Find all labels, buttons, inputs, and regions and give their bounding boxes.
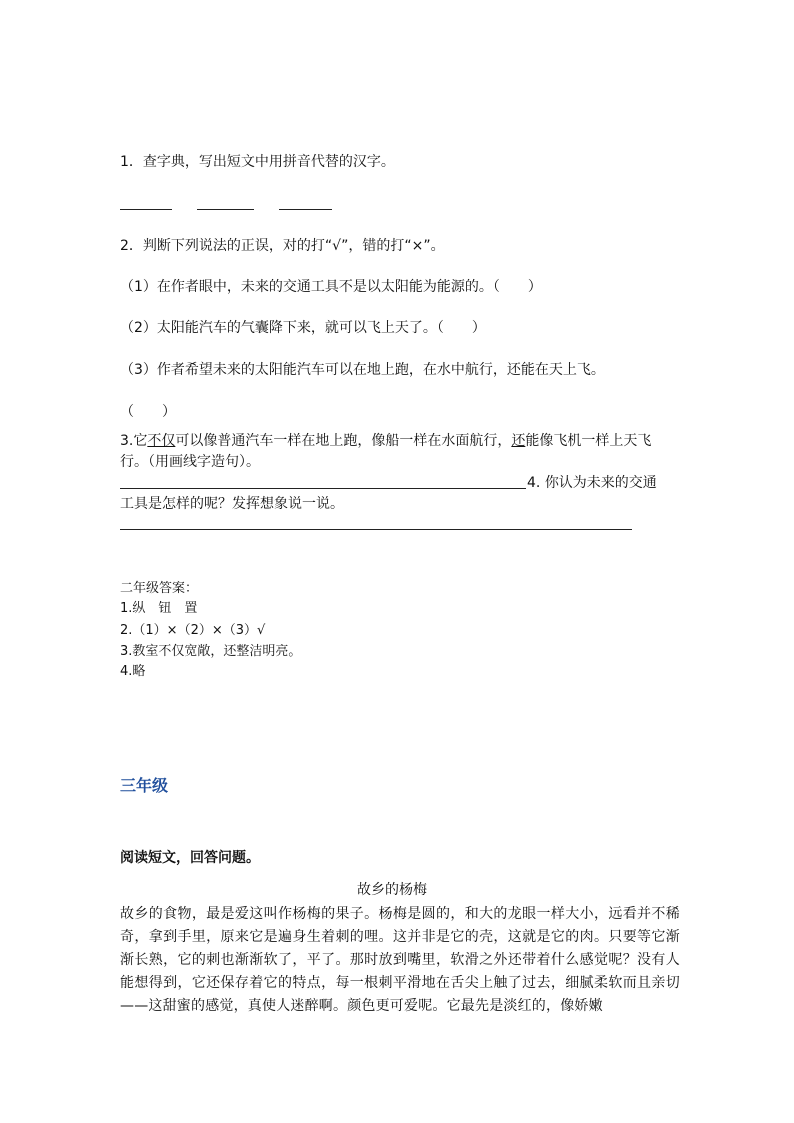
underlined-word-buji: 不仅 (147, 433, 176, 449)
question-4-text: 你认为未来的交通 (544, 475, 657, 491)
answer-blank-3[interactable] (279, 209, 332, 210)
underlined-word-hai: 还 (511, 433, 526, 449)
answer-4: 4.略 (120, 664, 146, 679)
question-2-item-3: （3）作者希望未来的太阳能汽车可以在地上跑，在水中航行，还能在天上飞。 (120, 362, 605, 378)
question-3-line-1 (120, 430, 651, 450)
answer-3: 3.教室不仅宽敞，还整洁明亮。 (120, 644, 302, 659)
passage-paragraph: 故乡的食物，最是爱这叫作杨梅的果子。杨梅是圆的，和大的龙眼一样大小，远看并不稀奇，拿到手里，原来它是遍身生着刺的哩。这并非是它的壳，这就是它的肉。只要等它渐渐长熟，它的刺也渐渐软了，平了。那时放到嘴里，软滑之外还带着什么感觉呢？没有人能想得到，它还保存着它的特点，每一根刺平滑地在舌尖上触了过去，细腻柔软而且亲切——这甜蜜的感觉，真使人迷醉啊。颜色更可爱呢。它最先是淡红的，像娇嫩 (120, 906, 680, 1014)
question-1: 1．查字典，写出短文中用拼音代替的汉字。 (120, 154, 395, 170)
question-3-answer-line[interactable] (120, 488, 526, 489)
question-4-line-1 (527, 472, 657, 492)
reading-instruction: 阅读短文，回答问题。 (120, 850, 260, 866)
question-3-text-a: 它 (133, 433, 148, 449)
question-4-line-2: 工具是怎样的呢？发挥想象说一说。 (120, 496, 344, 512)
question-4-number: 4. (527, 475, 541, 491)
answer-blank-2[interactable] (197, 209, 254, 210)
answer-1: 1.纵 钮 置 (120, 601, 198, 616)
question-3-text-b: 可以像普通汽车一样在地上跑，像船一样在水面航行， (175, 433, 512, 449)
question-2: 2．判断下列说法的正误，对的打“√”，错的打“×”。 (120, 238, 445, 254)
section-heading-grade-3: 三年级 (120, 776, 169, 795)
passage-body (120, 903, 680, 1018)
answer-blank-1[interactable] (120, 209, 172, 210)
question-3-number: 3. (120, 433, 134, 449)
question-2-item-1: （1）在作者眼中，未来的交通工具不是以太阳能为能源的。（ ） (120, 279, 542, 295)
question-3-text-c: 能像飞机一样上天飞 (525, 433, 652, 449)
answer-2: 2.（1）×（2）×（3）√ (120, 623, 266, 638)
question-4-answer-line[interactable] (120, 529, 632, 530)
passage-title: 故乡的杨梅 (357, 882, 427, 898)
question-2-item-3-blank[interactable]: （ ） (120, 404, 176, 420)
question-3-line-2: 行。（用画线字造句）。 (120, 454, 260, 470)
answers-title: 二年级答案： (120, 581, 199, 596)
question-2-item-2: （2）太阳能汽车的气囊降下来，就可以飞上天了。（ ） (120, 320, 486, 336)
